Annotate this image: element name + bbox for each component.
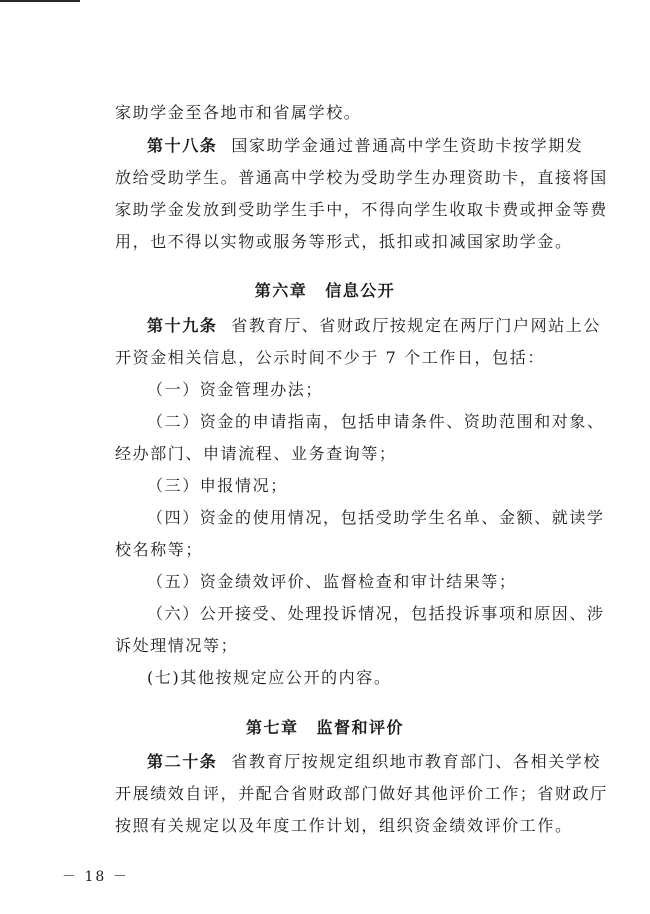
article-19-item-7: (七)其他按规定应公开的内容。	[147, 668, 392, 687]
article-19-text-2: 开资金相关信息，公示时间不少于 7 个工作日，包括：	[115, 348, 545, 367]
article-19-item-2-cont: 经办部门、申请流程、业务查询等；	[115, 444, 397, 463]
article-19-item-6-cont: 诉处理情况等；	[115, 636, 239, 655]
article-19-text-1: 省教育厅、省财政厅按规定在两厅门户网站上公	[231, 316, 602, 335]
continuation-line: 家助学金至各地市和省属学校。	[115, 103, 362, 122]
article-19-item-4-cont: 校名称等；	[115, 540, 204, 559]
page-number: － 18 －	[62, 869, 129, 885]
chapter-7-heading	[0, 718, 650, 738]
article-18-text-4: 用，也不得以实物或服务等形式，抵扣或扣减国家助学金。	[115, 232, 573, 251]
article-19-title: 第十九条	[147, 316, 218, 335]
article-18-text-2: 放给受助学生。普通高中学校为受助学生办理资助卡，直接将国	[115, 168, 608, 187]
chapter-6-number: 第六章	[254, 281, 308, 300]
article-20-first-line	[147, 752, 601, 772]
article-20-text-3: 按照有关规定以及年度工作计划，组织资金绩效评价工作。	[115, 816, 573, 835]
article-19-item-2: （二）资金的申请指南，包括申请条件、资助范围和对象、	[147, 412, 605, 431]
article-19-item-4: （四）资金的使用情况，包括受助学生名单、金额、就读学	[147, 508, 605, 527]
article-20-text-2: 开展绩效自评，并配合省财政部门做好其他评价工作；省财政厅	[115, 784, 608, 803]
chapter-7-number: 第七章	[245, 718, 299, 737]
article-19-item-1: （一）资金管理办法；	[147, 380, 324, 399]
chapter-6-name: 信息公开	[325, 281, 396, 300]
article-20-title: 第二十条	[147, 752, 218, 771]
article-18-first-line	[147, 136, 583, 156]
article-18-title: 第十八条	[147, 136, 218, 155]
article-19-item-3: （三）申报情况；	[147, 476, 288, 495]
article-20-text-1: 省教育厅按规定组织地市教育部门、各相关学校	[231, 752, 602, 771]
chapter-7-name: 监督和评价	[316, 718, 405, 737]
article-19-first-line	[147, 316, 601, 336]
article-19-item-5: （五）资金绩效评价、监督检查和审计结果等；	[147, 572, 517, 591]
article-18-text-3: 家助学金发放到受助学生手中，不得向学生收取卡费或押金等费	[115, 200, 608, 219]
article-19-item-6: （六）公开接受、处理投诉情况，包括投诉事项和原因、涉	[147, 604, 605, 623]
article-18-text-1: 国家助学金通过普通高中学生资助卡按学期发	[231, 136, 584, 155]
chapter-6-heading	[0, 281, 650, 301]
